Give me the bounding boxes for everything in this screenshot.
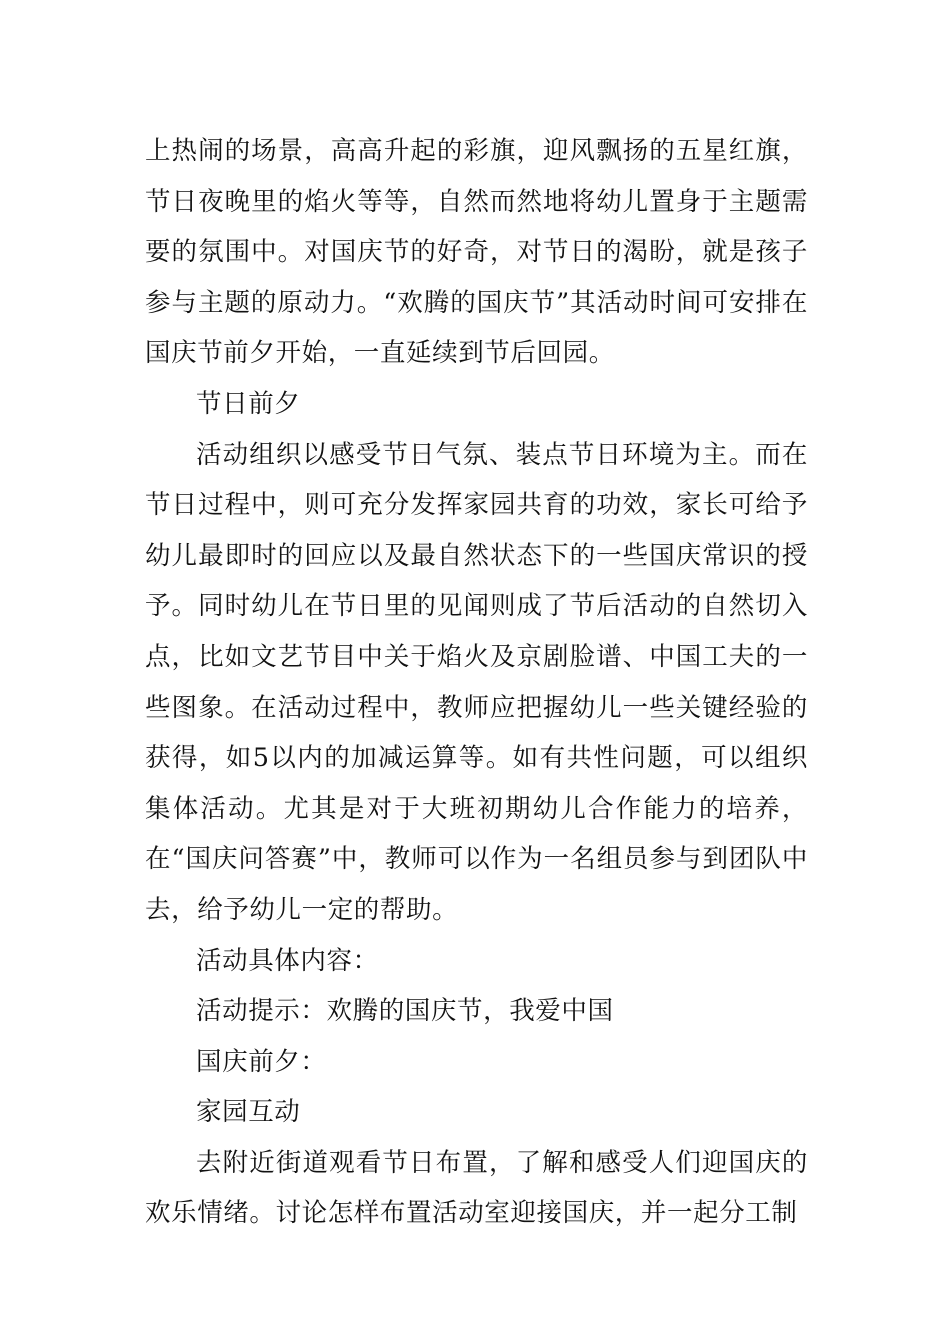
heading-home-school-interaction: 家园互动 xyxy=(196,1097,301,1128)
heading-national-day-eve: 国庆前夕： xyxy=(196,1046,327,1077)
paragraph-3: 去附近街道观看节日布置，了解和感受人们迎国庆的欢乐情绪。讨论怎样布置活动室迎接国庆，并一起分工制 xyxy=(145,1147,808,1229)
activity-hint: 活动提示：欢腾的国庆节，我爱中国 xyxy=(196,996,614,1027)
heading-activity-content: 活动具体内容： xyxy=(196,945,379,976)
section-heading-festival-eve: 节日前夕 xyxy=(196,388,301,419)
paragraph-2: 活动组织以感受节日气氛、装点节日环境为主。而在节日过程中，则可充分发挥家园共育的功效，家长可给予幼儿最即时的回应以及最自然状态下的一些国庆常识的授予。同时幼儿在节日里的见闻则成了节后活动的自然切入点，比如文艺节目中关于焰火及京剧脸谱、中国工夫的一些图象。在活动过程中，教师应把握幼儿一些关键经验的获得，如5以内的加减运算等。如有共性问题，可以组织集体活动。尤其是对于大班初期幼儿合作能力的培养，在“国庆问答赛”中，教师可以作为一名组员参与到团队中去，给予幼儿一定的帮助。 xyxy=(145,439,808,925)
document-body xyxy=(145,126,808,1239)
paragraph-1: 上热闹的场景，高高升起的彩旗，迎风飘扬的五星红旗，节日夜晚里的焰火等等，自然而然地将幼儿置身于主题需要的氛围中。对国庆节的好奇，对节日的渴盼，就是孩子参与主题的原动力。“欢腾的国庆节”其活动时间可安排在国庆节前夕开始，一直延续到节后回园。 xyxy=(145,136,808,369)
